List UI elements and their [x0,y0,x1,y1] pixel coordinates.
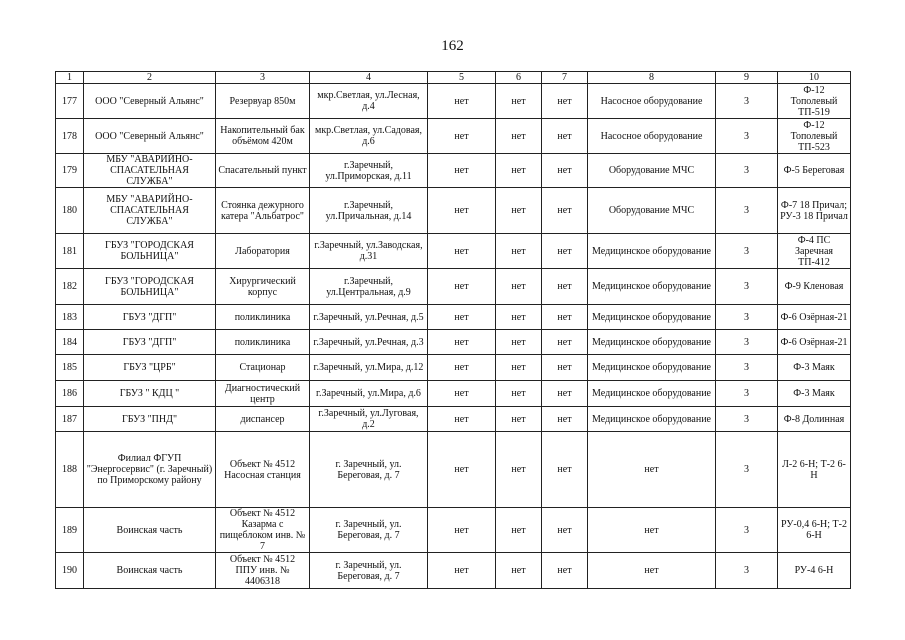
category-cell: 3 [716,305,778,330]
header-row [56,72,851,84]
organization-cell: ГБУЗ "ГОРОДСКАЯ БОЛЬНИЦА" [84,269,216,305]
equipment-cell: Оборудование МЧС [588,154,716,188]
table-cell: нет [542,154,588,188]
category-cell: 3 [716,269,778,305]
feeder-cell: Ф-3 Маяк [778,355,851,381]
table-cell: нет [542,188,588,234]
address-cell: г. Заречный, ул. Береговая, д. 7 [310,432,428,508]
feeder-cell: РУ-0,4 6-Н; Т-2 6-Н [778,508,851,553]
object-cell: Хирургический корпус [216,269,310,305]
feeder-cell: Ф-4 ПС Заречная ТП-412 [778,234,851,269]
table-cell: нет [542,119,588,154]
table-row [56,154,851,188]
equipment-cell: нет [588,432,716,508]
category-cell: 3 [716,188,778,234]
equipment-cell: Насосное оборудование [588,119,716,154]
address-cell: г.Заречный, ул.Луговая, д.2 [310,407,428,432]
object-table [55,71,851,589]
table-cell: нет [542,355,588,381]
equipment-cell: нет [588,553,716,589]
column-header: 6 [496,72,542,84]
table-cell: нет [542,553,588,589]
organization-cell: ГБУЗ "ДГП" [84,330,216,355]
row-number-cell: 181 [56,234,84,269]
address-cell: г.Заречный, ул.Речная, д.5 [310,305,428,330]
address-cell: г.Заречный, ул.Речная, д.3 [310,330,428,355]
table-cell: нет [428,508,496,553]
equipment-cell: Медицинское оборудование [588,355,716,381]
table-cell: нет [542,234,588,269]
organization-cell: ГБУЗ "ГОРОДСКАЯ БОЛЬНИЦА" [84,234,216,269]
table-row [56,432,851,508]
feeder-cell: Ф-8 Долинная [778,407,851,432]
table-cell: нет [542,432,588,508]
table-cell: нет [496,305,542,330]
category-cell: 3 [716,407,778,432]
organization-cell: МБУ "АВАРИЙНО-СПАСАТЕЛЬНАЯ СЛУЖБА" [84,154,216,188]
page-number: 162 [441,38,464,54]
feeder-cell: РУ-4 6-Н [778,553,851,589]
table-cell: нет [496,269,542,305]
table-cell: нет [496,508,542,553]
row-number-cell: 184 [56,330,84,355]
table-row [56,188,851,234]
organization-cell: ГБУЗ "ПНД" [84,407,216,432]
table-cell: нет [428,188,496,234]
column-header: 4 [310,72,428,84]
organization-cell: ГБУЗ "ДГП" [84,305,216,330]
organization-cell: ООО "Северный Альянс" [84,84,216,119]
object-cell: Резервуар 850м [216,84,310,119]
table-cell: нет [428,269,496,305]
row-number-cell: 187 [56,407,84,432]
row-number-cell: 188 [56,432,84,508]
column-header: 9 [716,72,778,84]
category-cell: 3 [716,234,778,269]
row-number-cell: 190 [56,553,84,589]
column-header: 10 [778,72,851,84]
table-row [56,330,851,355]
object-cell: Объект № 4512 ППУ инв. № 4406318 [216,553,310,589]
table-row [56,84,851,119]
object-cell: диспансер [216,407,310,432]
table-cell: нет [428,84,496,119]
table-row [56,119,851,154]
table-cell: нет [496,330,542,355]
table-cell: нет [496,355,542,381]
address-cell: г.Заречный, ул.Мира, д.12 [310,355,428,381]
address-cell: г.Заречный, ул.Центральная, д.9 [310,269,428,305]
table-cell: нет [542,330,588,355]
table-row [56,407,851,432]
table-cell: нет [542,269,588,305]
table-cell: нет [496,84,542,119]
address-cell: г.Заречный, ул.Приморская, д.11 [310,154,428,188]
category-cell: 3 [716,553,778,589]
category-cell: 3 [716,355,778,381]
feeder-cell: Ф-7 18 Причал; РУ-3 18 Причал [778,188,851,234]
feeder-cell: Л-2 6-Н; Т-2 6-Н [778,432,851,508]
object-cell: Объект № 4512 Насосная станция [216,432,310,508]
table-cell: нет [428,330,496,355]
equipment-cell: Насосное оборудование [588,84,716,119]
feeder-cell: Ф-9 Кленовая [778,269,851,305]
table-cell: нет [496,432,542,508]
equipment-cell: Медицинское оборудование [588,407,716,432]
row-number-cell: 177 [56,84,84,119]
category-cell: 3 [716,119,778,154]
address-cell: г. Заречный, ул. Береговая, д. 7 [310,508,428,553]
table-cell: нет [428,154,496,188]
category-cell: 3 [716,330,778,355]
table-cell: нет [542,84,588,119]
organization-cell: ООО "Северный Альянс" [84,119,216,154]
feeder-cell: Ф-12 Тополевый ТП-523 [778,119,851,154]
object-cell: Накопительный бак объёмом 420м [216,119,310,154]
table-cell: нет [496,154,542,188]
table-cell: нет [496,119,542,154]
table-row [56,234,851,269]
column-header: 8 [588,72,716,84]
column-header: 1 [56,72,84,84]
object-cell: Стоянка дежурного катера "Альбатрос" [216,188,310,234]
table-cell: нет [428,432,496,508]
column-header: 3 [216,72,310,84]
feeder-cell: Ф-6 Озёрная-21 [778,330,851,355]
object-cell: Объект № 4512 Казарма с пищеблоком инв. № 7 [216,508,310,553]
category-cell: 3 [716,508,778,553]
table-cell: нет [542,305,588,330]
equipment-cell: Медицинское оборудование [588,305,716,330]
row-number-cell: 180 [56,188,84,234]
object-cell: Стационар [216,355,310,381]
organization-cell: МБУ "АВАРИЙНО-СПАСАТЕЛЬНАЯ СЛУЖБА" [84,188,216,234]
column-header: 7 [542,72,588,84]
table-row [56,305,851,330]
organization-cell: Воинская часть [84,508,216,553]
object-cell: Диагностический центр [216,381,310,407]
feeder-cell: Ф-12 Тополевый ТП-519 [778,84,851,119]
address-cell: г. Заречный, ул. Береговая, д. 7 [310,553,428,589]
address-cell: мкр.Светлая, ул.Садовая, д.6 [310,119,428,154]
column-header: 2 [84,72,216,84]
address-cell: г.Заречный, ул.Мира, д.6 [310,381,428,407]
table-cell: нет [542,508,588,553]
category-cell: 3 [716,154,778,188]
equipment-cell: Медицинское оборудование [588,330,716,355]
address-cell: г.Заречный, ул.Причальная, д.14 [310,188,428,234]
object-cell: поликлиника [216,305,310,330]
row-number-cell: 183 [56,305,84,330]
table-cell: нет [496,381,542,407]
object-cell: Лаборатория [216,234,310,269]
table-cell: нет [428,407,496,432]
organization-cell: ГБУЗ " КДЦ " [84,381,216,407]
row-number-cell: 186 [56,381,84,407]
row-number-cell: 179 [56,154,84,188]
category-cell: 3 [716,432,778,508]
table-row [56,508,851,553]
organization-cell: ГБУЗ "ЦРБ" [84,355,216,381]
equipment-cell: Оборудование МЧС [588,188,716,234]
object-cell: Спасательный пункт [216,154,310,188]
table-cell: нет [428,381,496,407]
column-header: 5 [428,72,496,84]
equipment-cell: нет [588,508,716,553]
table-cell: нет [496,553,542,589]
equipment-cell: Медицинское оборудование [588,381,716,407]
table-row [56,553,851,589]
category-cell: 3 [716,84,778,119]
equipment-cell: Медицинское оборудование [588,269,716,305]
feeder-cell: Ф-3 Маяк [778,381,851,407]
table-cell: нет [496,234,542,269]
row-number-cell: 189 [56,508,84,553]
table-cell: нет [496,188,542,234]
row-number-cell: 178 [56,119,84,154]
organization-cell: Филиал ФГУП "Энергосервис" (г. Заречный) по Приморскому району [84,432,216,508]
table-cell: нет [496,407,542,432]
organization-cell: Воинская часть [84,553,216,589]
table-row [56,355,851,381]
table-row [56,269,851,305]
table-cell: нет [428,234,496,269]
table-cell: нет [428,553,496,589]
feeder-cell: Ф-6 Озёрная-21 [778,305,851,330]
table-cell: нет [428,305,496,330]
object-cell: поликлиника [216,330,310,355]
row-number-cell: 185 [56,355,84,381]
feeder-cell: Ф-5 Береговая [778,154,851,188]
address-cell: мкр.Светлая, ул.Лесная, д.4 [310,84,428,119]
row-number-cell: 182 [56,269,84,305]
address-cell: г.Заречный, ул.Заводская, д.31 [310,234,428,269]
table-cell: нет [428,355,496,381]
category-cell: 3 [716,381,778,407]
table-cell: нет [542,381,588,407]
table-row [56,381,851,407]
table-cell: нет [428,119,496,154]
table-cell: нет [542,407,588,432]
equipment-cell: Медицинское оборудование [588,234,716,269]
